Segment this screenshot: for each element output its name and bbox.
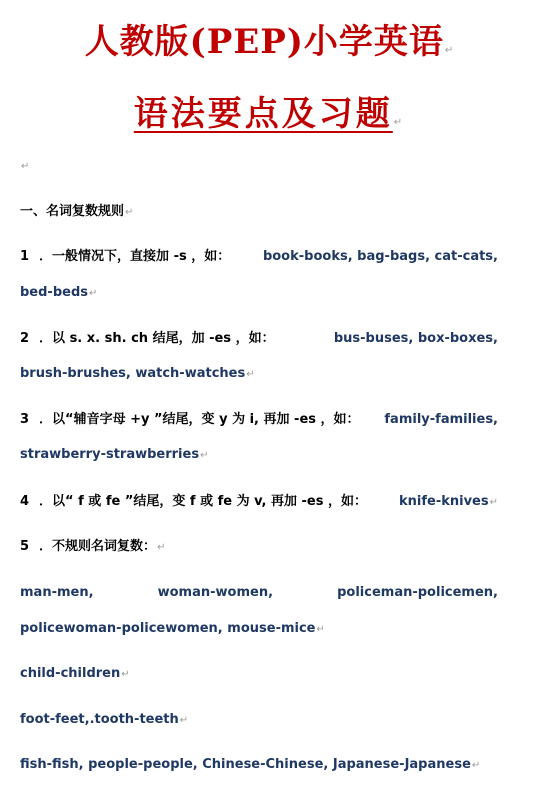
- rule-text: ．不规则名词复数：: [39, 539, 157, 554]
- rule-examples: bus-buses, box-boxes,: [333, 331, 498, 346]
- rule-number: 2: [20, 331, 30, 346]
- rule-3-line-2: [20, 446, 498, 465]
- rule-3-statement: [20, 411, 360, 429]
- rule-number: 3: [20, 412, 30, 427]
- rule-4-line-1: [20, 493, 498, 512]
- paragraph-mark-icon: ↵: [316, 624, 325, 635]
- rule-3-line-1: [20, 411, 498, 429]
- rule-examples: knife-knives: [398, 494, 489, 509]
- paragraph-mark-icon: ↵: [89, 288, 98, 299]
- rule-text: ．以 s. x. sh. ch 结尾，加 -es ，如：: [39, 331, 275, 346]
- paragraph-mark-icon: ↵: [21, 161, 30, 172]
- rule-2-line-2: [20, 365, 498, 384]
- rule-4-statement: [20, 493, 367, 512]
- irregular-example: policeman-policemen,: [337, 585, 498, 600]
- rule-5-line-1: [20, 538, 498, 557]
- irregular-example: child-children: [20, 666, 121, 681]
- rule-number: 4: [20, 494, 30, 509]
- irregular-row-3: [20, 665, 498, 684]
- paragraph-mark-icon: ↵: [489, 497, 498, 508]
- rule-text: ．一般情况下，直接加 -s ，如：: [39, 249, 231, 264]
- paragraph-mark-icon: ↵: [444, 45, 455, 56]
- subtitle-text: 语法要点及习题: [133, 94, 393, 134]
- section-heading: [20, 203, 498, 222]
- rule-1-line-1: [20, 248, 498, 266]
- irregular-example: foot-feet,.tooth-teeth: [20, 712, 179, 727]
- rule-text: ．以“辅音字母 +y ”结尾，变 y 为 i, 再加 -es ，如：: [39, 412, 360, 427]
- irregular-example: man-men,: [20, 585, 94, 600]
- irregular-example: policewoman-policewomen, mouse-mice: [20, 621, 316, 636]
- rule-2-line-1: [20, 330, 498, 348]
- rule-examples: strawberry-strawberries: [20, 447, 200, 462]
- rule-number: 1: [20, 249, 30, 264]
- irregular-example: fish-fish, people-people, Chinese-Chinese, Japanese-Japanese: [20, 757, 471, 772]
- irregular-row-4: [20, 711, 498, 730]
- rule-number: 5: [20, 539, 30, 554]
- irregular-example: woman-women,: [157, 585, 274, 600]
- paragraph-mark-icon: ↵: [121, 669, 130, 680]
- irregular-row-5: [20, 756, 498, 775]
- paragraph-mark-icon: ↵: [179, 715, 189, 726]
- paragraph-mark-icon: ↵: [471, 760, 481, 771]
- irregular-row-1: [20, 584, 498, 602]
- rule-2-statement: [20, 330, 275, 348]
- paragraph-mark-icon: ↵: [393, 117, 406, 128]
- document-subtitle: [0, 86, 539, 135]
- title-text: 人教版(PEP)小学英语: [84, 22, 444, 62]
- paragraph-mark-icon: ↵: [125, 207, 134, 218]
- rule-examples: brush-brushes, watch-watches: [20, 366, 246, 381]
- rule-examples: family-families,: [384, 412, 498, 427]
- rule-1-statement: [20, 248, 230, 266]
- empty-paragraph: [20, 157, 498, 176]
- irregular-row-2: [20, 620, 498, 639]
- paragraph-mark-icon: ↵: [200, 450, 209, 461]
- section-heading-text: 一、名词复数规则: [20, 204, 125, 219]
- paragraph-mark-icon: ↵: [246, 369, 255, 380]
- rule-examples: bed-beds: [20, 285, 88, 300]
- rule-examples: book-books, bag-bags, cat-cats,: [262, 249, 498, 264]
- rule-1-line-2: [20, 284, 498, 303]
- document-title: [0, 14, 539, 63]
- paragraph-mark-icon: ↵: [157, 542, 166, 553]
- rule-text: ．以“ f 或 fe ”结尾，变 f 或 fe 为 v, 再加 -es ，如：: [39, 494, 368, 509]
